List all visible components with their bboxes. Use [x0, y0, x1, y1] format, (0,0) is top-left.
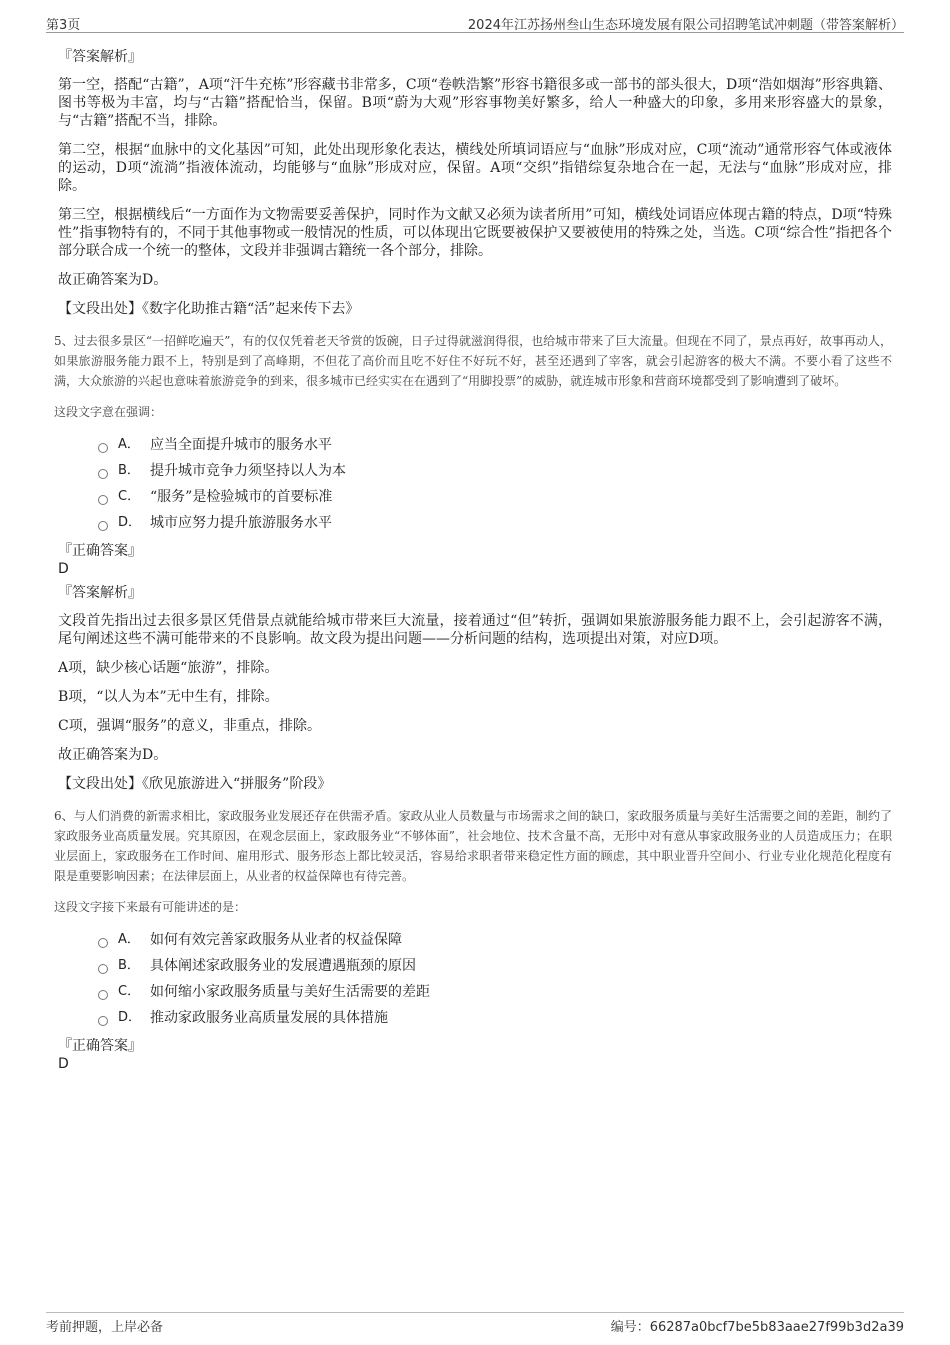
q5-analysis-para: A项，缺少核心话题“旅游”，排除。: [58, 660, 279, 676]
q5-analysis-label: 『答案解析』: [58, 585, 142, 601]
q5-answer: D: [58, 561, 69, 577]
option-text: “服务”是检验城市的首要标准: [150, 489, 333, 505]
q5-option-a[interactable]: [98, 432, 892, 458]
page-content: [54, 46, 892, 1077]
document-id: 编号：66287a0bcf7be5b83aae27f99b3d2a39: [610, 1320, 904, 1335]
option-text: 应当全面提升城市的服务水平: [150, 437, 332, 453]
q4-analysis-label: 『答案解析』: [58, 49, 142, 65]
q6-prompt: 这段文字接下来最有可能讲述的是：: [54, 900, 247, 914]
q5-options: [98, 432, 892, 536]
q4-analysis-para: 第一空，搭配“古籍”，A项“汗牛充栋”形容藏书非常多，C项“卷帙浩繁”形容书籍很多或一部书的部头很大，D项“浩如烟海”形容典籍、图书等极为丰富，均与“古籍”搭配恰当，保留。B项“蔚为大观”形容事物美好繁多，给人一种盛大的印象，多用来形容盛大的景象，与“古籍”搭配不当，排除。: [58, 77, 892, 129]
radio-icon[interactable]: [98, 495, 108, 505]
radio-icon[interactable]: [98, 938, 108, 948]
page-number: 第3页: [46, 18, 81, 33]
q4-source: 【文段出处】《数字化助推古籍“活”起来传下去》: [58, 301, 360, 317]
option-letter: D．: [118, 1010, 142, 1025]
q6-answer: D: [58, 1056, 69, 1072]
q5-analysis-para: 文段首先指出过去很多景区凭借景点就能给城市带来巨大流量，接着通过“但”转折，强调如果旅游服务能力跟不上，会引起游客不满，尾句阐述这些不满可能带来的不良影响。故文段为提出问题——分析问题的结构，选项提出对策，对应D项。: [58, 613, 892, 647]
radio-icon[interactable]: [98, 990, 108, 1000]
q4-analysis-para: 第三空，根据横线后“一方面作为文物需要妥善保护，同时作为文献又必须为读者所用”可知，横线处词语应体现古籍的特点，D项“特殊性”指事物特有的，不同于其他事物或一般情况的性质，可以体现出它既要被保护又要被使用的特殊之处，当选。C项“综合性”指把各个部分联合成一个统一的整体，文段并非强调古籍统一各个部分，排除。: [58, 207, 892, 259]
radio-icon[interactable]: [98, 443, 108, 453]
q5-analysis-para: B项，“以人为本”无中生有，排除。: [58, 689, 279, 705]
q5-source: 【文段出处】《欣见旅游进入“拼服务”阶段》: [58, 776, 332, 792]
q4-analysis-para: 第二空，根据“血脉中的文化基因”可知，此处出现形象化表达，横线处所填词语应与“血脉”形成对应，C项“流动”通常形容气体或液体的运动，D项“流淌”指液体流动，均能够与“血脉”形成对应，保留。A项“交织”指错综复杂地合在一起，无法与“血脉”形成对应，排除。: [58, 142, 892, 194]
q6-options: [98, 927, 892, 1031]
radio-icon[interactable]: [98, 1016, 108, 1026]
option-letter: A．: [118, 437, 140, 452]
q5-prompt: 这段文字意在强调：: [54, 405, 163, 419]
q5-option-c[interactable]: [98, 484, 892, 510]
q6-option-a[interactable]: [98, 927, 892, 953]
q5-option-b[interactable]: [98, 458, 892, 484]
page-footer: [46, 1312, 904, 1335]
q6-option-b[interactable]: [98, 953, 892, 979]
option-text: 推动家政服务业高质量发展的具体措施: [150, 1010, 388, 1026]
radio-icon[interactable]: [98, 521, 108, 531]
radio-icon[interactable]: [98, 964, 108, 974]
page-header: [46, 12, 904, 33]
q6-question-text: 6、与人们消费的新需求相比，家政服务业发展还存在供需矛盾。家政从业人员数量与市场需求之间的缺口，家政服务质量与美好生活需要之间的差距，制约了家政服务业高质量发展。究其原因，在观念层面上，家政服务业“不够体面”，社会地位、技术含量不高，无形中对有意从事家政服务业的人员造成压力；在职业层面上，家政服务在工作时间、雇用形式、服务形态上都比较灵活，容易给求职者带来稳定性方面的顾虑，其中职业晋升空间小、行业专业化规范化程度有限是重要影响因素；在法律层面上，从业者的权益保障也有待完善。: [54, 809, 892, 883]
option-text: 如何有效完善家政服务从业者的权益保障: [150, 932, 402, 948]
option-letter: B．: [118, 463, 140, 478]
q4-conclusion: 故正确答案为D。: [58, 272, 168, 288]
q5-analysis-para: C项，强调“服务”的意义，非重点，排除。: [58, 718, 322, 734]
option-text: 城市应努力提升旅游服务水平: [150, 515, 332, 531]
option-text: 如何缩小家政服务质量与美好生活需要的差距: [150, 984, 430, 1000]
footer-slogan: 考前押题，上岸必备: [46, 1320, 164, 1335]
option-letter: A．: [118, 932, 140, 947]
document-title: 2024年江苏扬州叁山生态环境发展有限公司招聘笔试冲刺题（带答案解析）: [467, 18, 904, 33]
option-letter: C．: [118, 489, 141, 504]
q5-conclusion: 故正确答案为D。: [58, 747, 168, 763]
q5-option-d[interactable]: [98, 510, 892, 536]
option-text: 具体阐述家政服务业的发展遭遇瓶颈的原因: [150, 958, 416, 974]
option-letter: B．: [118, 958, 140, 973]
q5-question-text: 5、过去很多景区“一招鲜吃遍天”，有的仅仅凭着老天爷赏的饭碗，日子过得就滋润得很，也给城市带来了巨大流量。但现在不同了，景点再好，故事再动人，如果旅游服务能力跟不上，特别是到了高峰期，不但花了高价而且吃不好住不好玩不好，甚至还遇到了宰客，就会引起游客的极大不满。不要小看了这些不满，大众旅游的兴起也意味着旅游竞争的到来，很多城市已经实实在在遇到了“用脚投票”的威胁，就连城市形象和营商环境都受到了影响遭到了破坏。: [54, 334, 892, 388]
radio-icon[interactable]: [98, 469, 108, 479]
q6-option-c[interactable]: [98, 979, 892, 1005]
option-letter: C．: [118, 984, 141, 999]
q6-answer-label: 『正确答案』: [58, 1038, 142, 1054]
option-text: 提升城市竞争力须坚持以人为本: [150, 463, 346, 479]
q5-answer-label: 『正确答案』: [58, 543, 142, 559]
q6-option-d[interactable]: [98, 1005, 892, 1031]
option-letter: D．: [118, 515, 142, 530]
